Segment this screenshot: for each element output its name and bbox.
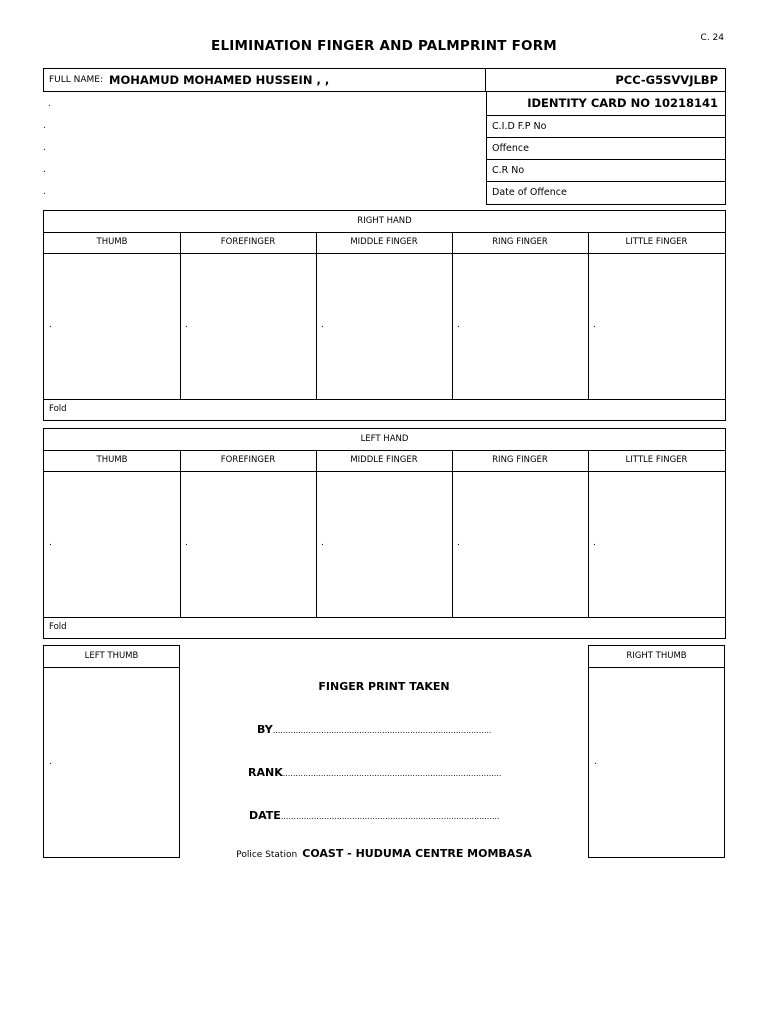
right-thumb-print-box bbox=[44, 254, 181, 400]
form-code: C. 24 bbox=[700, 33, 724, 43]
right-thumb-title: RIGHT THUMB bbox=[589, 646, 724, 668]
identity-card-row bbox=[487, 92, 725, 116]
left-ring-finger-header: RING FINGER bbox=[452, 450, 589, 472]
print-box-mark: . bbox=[457, 538, 460, 548]
date-of-offence-row bbox=[487, 181, 725, 205]
right-little-finger-print-box bbox=[588, 254, 725, 400]
offence-label: Offence bbox=[492, 143, 529, 154]
blank-line-1: . bbox=[48, 99, 51, 109]
left-hand-fold-label: Fold bbox=[49, 622, 67, 632]
left-forefinger-print-box bbox=[180, 472, 317, 618]
print-box-mark: . bbox=[593, 538, 596, 548]
right-thumb-header: THUMB bbox=[44, 232, 181, 254]
police-station-label: Police Station bbox=[236, 850, 298, 860]
right-hand-headers bbox=[44, 232, 725, 254]
left-forefinger-header: FOREFINGER bbox=[180, 450, 317, 472]
left-hand-section bbox=[43, 428, 726, 639]
police-station-value: COAST - HUDUMA CENTRE MOMBASA bbox=[302, 847, 532, 860]
left-little-finger-header: LITTLE FINGER bbox=[625, 455, 688, 465]
blank-line-2: . bbox=[43, 121, 46, 131]
left-thumb-print-box bbox=[44, 472, 181, 618]
taken-by-blank: ...................................................................................... bbox=[272, 726, 492, 735]
left-middle-finger-header: MIDDLE FINGER bbox=[316, 450, 453, 472]
blank-line-5: . bbox=[43, 187, 46, 197]
cr-no-row bbox=[487, 159, 725, 182]
right-thumb-mark: . bbox=[594, 757, 597, 767]
taken-by-line bbox=[257, 723, 491, 736]
cid-fp-label: C.I.D F.P No bbox=[492, 121, 547, 132]
print-box-mark: . bbox=[49, 320, 52, 330]
date-label: DATE bbox=[249, 809, 281, 822]
cr-no-label: C.R No bbox=[492, 165, 525, 176]
right-hand-print-area bbox=[44, 254, 725, 400]
left-middle-finger-print-box bbox=[316, 472, 453, 618]
right-forefinger-header: FOREFINGER bbox=[180, 232, 317, 254]
blank-line-4: . bbox=[43, 165, 46, 175]
left-thumb-box bbox=[43, 645, 180, 858]
print-box-mark: . bbox=[49, 538, 52, 548]
left-ring-finger-print-box bbox=[452, 472, 589, 618]
finger-print-taken-title: FINGER PRINT TAKEN bbox=[318, 680, 450, 693]
rank-line bbox=[248, 766, 501, 779]
identity-details bbox=[486, 91, 726, 205]
full-name-value: MOHAMUD MOHAMED HUSSEIN , , bbox=[109, 73, 330, 87]
right-hand-title: RIGHT HAND bbox=[44, 211, 725, 233]
right-hand-fold-label: Fold bbox=[49, 404, 67, 414]
right-forefinger-print-box bbox=[180, 254, 317, 400]
right-middle-finger-print-box bbox=[316, 254, 453, 400]
left-thumb-title: LEFT THUMB bbox=[44, 646, 179, 668]
print-box-mark: . bbox=[185, 538, 188, 548]
right-middle-finger-header: MIDDLE FINGER bbox=[316, 232, 453, 254]
left-thumb-mark: . bbox=[49, 757, 52, 767]
rank-label: RANK bbox=[248, 766, 283, 779]
form-title: ELIMINATION FINGER AND PALMPRINT FORM bbox=[211, 38, 557, 54]
left-little-finger-print-box bbox=[588, 472, 725, 618]
date-line bbox=[249, 809, 500, 822]
blank-line-3: . bbox=[43, 143, 46, 153]
police-station-line bbox=[180, 842, 588, 861]
date-blank: ...................................................................................... bbox=[280, 812, 500, 821]
reference-field bbox=[485, 68, 726, 92]
full-name-field bbox=[43, 68, 486, 92]
full-name-label: FULL NAME: bbox=[49, 75, 104, 85]
right-ring-finger-print-box bbox=[452, 254, 589, 400]
left-hand-headers bbox=[44, 450, 725, 472]
left-hand-title: LEFT HAND bbox=[44, 429, 725, 451]
right-little-finger-header: LITTLE FINGER bbox=[625, 237, 688, 247]
right-thumb-box bbox=[588, 645, 725, 858]
print-box-mark: . bbox=[457, 320, 460, 330]
identity-card-number: IDENTITY CARD NO 10218141 bbox=[527, 96, 718, 110]
left-hand-print-area bbox=[44, 472, 725, 618]
left-thumb-header: THUMB bbox=[44, 450, 181, 472]
print-box-mark: . bbox=[593, 320, 596, 330]
right-ring-finger-header: RING FINGER bbox=[452, 232, 589, 254]
print-box-mark: . bbox=[185, 320, 188, 330]
print-box-mark: . bbox=[321, 538, 324, 548]
cid-fp-row bbox=[487, 115, 725, 138]
taken-by-label: BY bbox=[257, 723, 273, 736]
print-box-mark: . bbox=[321, 320, 324, 330]
right-hand-section bbox=[43, 210, 726, 421]
rank-blank: ...................................................................................... bbox=[282, 769, 502, 778]
reference-number: PCC-G5SVVJLBP bbox=[615, 73, 718, 87]
date-of-offence-label: Date of Offence bbox=[492, 187, 567, 198]
offence-row bbox=[487, 137, 725, 160]
